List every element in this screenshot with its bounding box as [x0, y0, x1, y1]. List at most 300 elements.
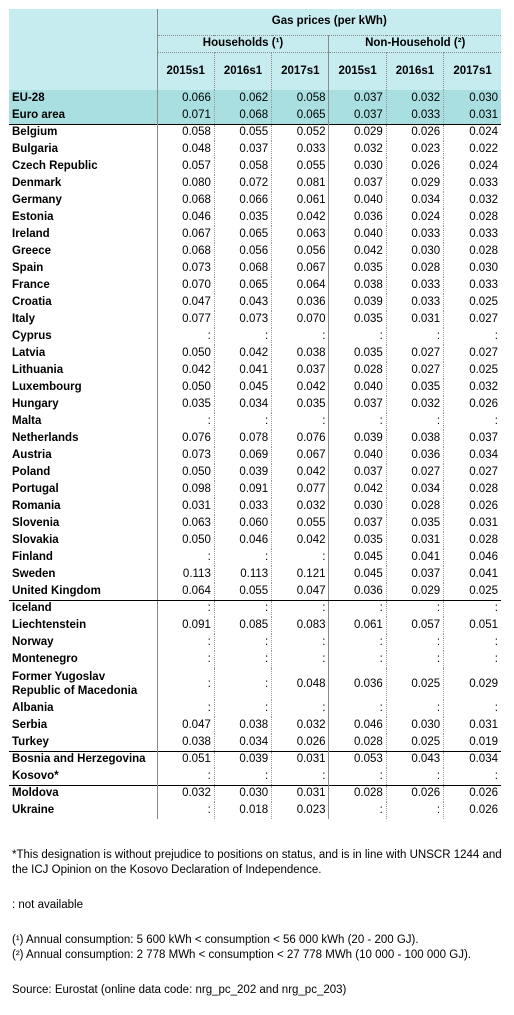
country-name: Czech Republic	[12, 160, 98, 172]
price-cell: 0.070	[157, 277, 214, 294]
country-name: Euro area	[12, 108, 66, 121]
country-name: France	[12, 279, 50, 291]
price-cell: 0.098	[157, 481, 214, 498]
price-cell: 0.033	[386, 294, 443, 311]
price-cell: 0.034	[444, 447, 501, 464]
price-cell: 0.025	[444, 294, 501, 311]
price-cell: 0.029	[386, 175, 443, 192]
price-cell: 0.031	[444, 717, 501, 734]
price-cell: 0.028	[329, 785, 386, 802]
country-name: United Kingdom	[9, 583, 157, 600]
price-cell: 0.068	[157, 192, 214, 209]
price-cell: 0.067	[157, 226, 214, 243]
country-name: Liechtenstein	[12, 619, 87, 631]
header-corner	[9, 52, 157, 90]
price-cell: :	[214, 668, 271, 700]
price-cell: :	[386, 634, 443, 651]
price-cell: 0.080	[157, 175, 214, 192]
price-cell: 0.035	[214, 209, 271, 226]
country-name: Cyprus	[12, 330, 52, 342]
header-corner	[9, 9, 157, 35]
price-cell: 0.026	[444, 498, 501, 515]
price-cell: 0.040	[329, 379, 386, 396]
table-row	[9, 583, 501, 600]
country-name: Croatia	[12, 296, 52, 308]
country-name: Belgium	[9, 124, 157, 141]
table-row	[9, 141, 501, 158]
price-cell: 0.028	[329, 734, 386, 751]
price-cell: 0.036	[386, 447, 443, 464]
price-cell: 0.028	[444, 243, 501, 260]
price-cell: :	[157, 549, 214, 566]
gas-prices-table	[9, 9, 501, 819]
price-cell: 0.113	[214, 566, 271, 583]
price-cell: 0.032	[272, 717, 329, 734]
price-cell: 0.018	[214, 802, 271, 819]
price-cell: :	[272, 768, 329, 785]
country-name: Slovakia	[12, 534, 59, 546]
table-header	[9, 9, 501, 90]
table-row	[9, 700, 501, 717]
price-cell: 0.041	[386, 549, 443, 566]
gas-prices-table-container	[9, 9, 501, 819]
price-cell: 0.042	[329, 481, 386, 498]
price-cell: :	[386, 651, 443, 668]
price-cell: 0.081	[272, 175, 329, 192]
price-cell: :	[157, 768, 214, 785]
price-cell: :	[272, 651, 329, 668]
price-cell: :	[329, 768, 386, 785]
country-name: Kosovo*	[12, 769, 59, 782]
country-name: Estonia	[12, 211, 54, 223]
price-cell: 0.035	[329, 532, 386, 549]
price-cell: 0.030	[386, 717, 443, 734]
table-row	[9, 430, 501, 447]
price-cell: :	[214, 600, 271, 617]
price-cell: 0.031	[157, 498, 214, 515]
price-cell: 0.027	[444, 345, 501, 362]
price-cell: 0.030	[444, 260, 501, 277]
price-cell: 0.070	[272, 311, 329, 328]
country-name: Ukraine	[12, 804, 55, 816]
country-name: Italy	[12, 313, 36, 325]
price-cell: :	[329, 802, 386, 819]
price-cell: 0.061	[329, 617, 386, 634]
price-cell: 0.121	[272, 566, 329, 583]
price-cell: 0.036	[329, 668, 386, 700]
country-name: Montenegro	[12, 653, 78, 665]
price-cell: 0.029	[329, 124, 386, 141]
price-cell: 0.113	[157, 566, 214, 583]
country-name: Albania	[12, 702, 54, 714]
price-cell: 0.033	[444, 277, 501, 294]
price-cell: 0.047	[157, 294, 214, 311]
price-cell: :	[272, 600, 329, 617]
table-row	[9, 209, 501, 226]
price-cell: :	[329, 600, 386, 617]
price-cell: 0.027	[444, 464, 501, 481]
price-cell: :	[444, 768, 501, 785]
price-cell: 0.043	[214, 294, 271, 311]
price-cell: 0.061	[272, 192, 329, 209]
country-name: Spain	[12, 262, 44, 274]
price-cell: 0.026	[444, 802, 501, 819]
table-row	[9, 277, 501, 294]
table-row	[9, 634, 501, 651]
footnote-households: (¹) Annual consumption: 5 600 kWh < consumption < 56 000 kWh (20 - 200 GJ).	[12, 934, 419, 946]
table-row	[9, 158, 501, 175]
price-cell: 0.035	[329, 311, 386, 328]
price-cell: 0.076	[272, 430, 329, 447]
non-household-group-header: Non-Household (²)	[329, 35, 501, 52]
price-cell: 0.065	[272, 107, 329, 124]
price-cell: 0.026	[444, 396, 501, 413]
table-row	[9, 90, 501, 107]
price-cell: 0.055	[272, 158, 329, 175]
price-cell: 0.040	[329, 447, 386, 464]
price-cell: 0.032	[386, 90, 443, 107]
price-cell: 0.037	[329, 396, 386, 413]
footnote-non-household: (²) Annual consumption: 2 778 MWh < consumption < 27 778 MWh (10 000 - 100 000 GJ).	[12, 949, 471, 961]
price-cell: :	[157, 328, 214, 345]
price-cell: 0.027	[386, 464, 443, 481]
table-row	[9, 549, 501, 566]
table-row	[9, 379, 501, 396]
price-cell: 0.048	[272, 668, 329, 700]
price-cell: 0.052	[272, 124, 329, 141]
price-cell: 0.029	[444, 668, 501, 700]
price-cell: 0.067	[272, 260, 329, 277]
price-cell: 0.025	[386, 734, 443, 751]
price-cell: 0.039	[214, 464, 271, 481]
table-row	[9, 328, 501, 345]
table-body	[9, 90, 501, 819]
country-name: Bulgaria	[12, 143, 59, 155]
price-cell: 0.073	[214, 311, 271, 328]
price-cell: 0.046	[157, 209, 214, 226]
table-row	[9, 668, 501, 700]
price-cell: :	[214, 328, 271, 345]
country-name: Lithuania	[12, 364, 64, 376]
price-cell: 0.050	[157, 345, 214, 362]
price-cell: 0.024	[386, 209, 443, 226]
price-cell: 0.055	[214, 583, 271, 600]
price-cell: 0.034	[386, 192, 443, 209]
country-name: Turkey	[12, 735, 49, 748]
price-cell: 0.032	[272, 498, 329, 515]
country-name: Greece	[12, 245, 52, 257]
notes-section	[12, 848, 502, 998]
price-cell: :	[329, 651, 386, 668]
price-cell: :	[386, 413, 443, 430]
price-cell: 0.067	[272, 447, 329, 464]
price-cell: 0.034	[444, 751, 501, 768]
price-cell: 0.042	[272, 464, 329, 481]
price-cell: 0.056	[272, 243, 329, 260]
price-cell: 0.038	[386, 430, 443, 447]
price-cell: 0.038	[329, 277, 386, 294]
price-cell: 0.036	[329, 209, 386, 226]
price-cell: 0.068	[157, 243, 214, 260]
price-cell: 0.045	[214, 379, 271, 396]
price-cell: :	[157, 668, 214, 700]
price-cell: 0.051	[157, 751, 214, 768]
price-cell: 0.058	[214, 158, 271, 175]
table-row	[9, 175, 501, 192]
year-header: 2015s1	[329, 52, 386, 90]
table-row	[9, 226, 501, 243]
price-cell: 0.065	[214, 226, 271, 243]
table-row	[9, 651, 501, 668]
price-cell: :	[272, 700, 329, 717]
table-row	[9, 107, 501, 124]
price-cell: 0.035	[329, 260, 386, 277]
price-cell: 0.058	[272, 90, 329, 107]
price-cell: 0.031	[272, 751, 329, 768]
price-cell: 0.066	[157, 90, 214, 107]
kosovo-note: *This designation is without prejudice to positions on status, and is in line with UNSCR 1244 and the ICJ Opinion on the Kosovo Declaration of Independence.	[12, 849, 502, 876]
price-cell: 0.055	[214, 124, 271, 141]
price-cell: 0.050	[157, 532, 214, 549]
price-cell: 0.032	[157, 785, 214, 802]
table-row	[9, 447, 501, 464]
price-cell: 0.072	[214, 175, 271, 192]
price-cell: 0.033	[386, 226, 443, 243]
price-cell: :	[444, 634, 501, 651]
price-cell: 0.064	[157, 583, 214, 600]
price-cell: 0.040	[329, 192, 386, 209]
price-cell: :	[386, 768, 443, 785]
price-cell: 0.025	[444, 362, 501, 379]
price-cell: 0.036	[329, 583, 386, 600]
table-row	[9, 294, 501, 311]
price-cell: 0.034	[386, 481, 443, 498]
price-cell: :	[157, 413, 214, 430]
price-cell: 0.036	[272, 294, 329, 311]
price-cell: 0.028	[444, 532, 501, 549]
price-cell: 0.025	[386, 668, 443, 700]
price-cell: 0.031	[272, 785, 329, 802]
price-cell: 0.037	[214, 141, 271, 158]
price-cell: :	[157, 802, 214, 819]
price-cell: 0.041	[214, 362, 271, 379]
country-name: Netherlands	[12, 432, 79, 444]
price-cell: 0.028	[444, 209, 501, 226]
country-name: Poland	[12, 466, 51, 478]
country-name: Denmark	[12, 177, 62, 189]
price-cell: 0.032	[386, 396, 443, 413]
table-row	[9, 192, 501, 209]
price-cell: 0.050	[157, 379, 214, 396]
price-cell: :	[386, 600, 443, 617]
country-name: Bosnia and Herzegovina	[9, 751, 157, 768]
price-cell: 0.030	[329, 158, 386, 175]
price-cell: 0.055	[272, 515, 329, 532]
price-cell: 0.046	[214, 532, 271, 549]
table-row	[9, 617, 501, 634]
price-cell: 0.031	[444, 107, 501, 124]
table-row	[9, 260, 501, 277]
price-cell: 0.031	[444, 515, 501, 532]
price-cell: 0.057	[386, 617, 443, 634]
price-cell: 0.077	[272, 481, 329, 498]
price-cell: 0.058	[157, 124, 214, 141]
country-name: Sweden	[12, 568, 56, 580]
price-cell: 0.026	[386, 785, 443, 802]
price-cell: 0.028	[386, 498, 443, 515]
country-name: Portugal	[12, 483, 59, 495]
price-cell: 0.030	[214, 785, 271, 802]
price-cell: 0.035	[157, 396, 214, 413]
price-cell: 0.030	[386, 243, 443, 260]
price-cell: :	[272, 634, 329, 651]
table-row	[9, 243, 501, 260]
table-row	[9, 785, 501, 802]
price-cell: 0.057	[157, 158, 214, 175]
price-cell: :	[386, 328, 443, 345]
price-cell: 0.033	[214, 498, 271, 515]
country-name: Luxembourg	[12, 381, 82, 393]
price-cell: :	[157, 600, 214, 617]
price-cell: 0.085	[214, 617, 271, 634]
price-cell: 0.037	[329, 175, 386, 192]
price-cell: :	[329, 328, 386, 345]
price-cell: 0.047	[272, 583, 329, 600]
price-cell: 0.039	[329, 294, 386, 311]
price-cell: :	[329, 700, 386, 717]
country-name: Germany	[12, 194, 62, 206]
price-cell: :	[214, 549, 271, 566]
country-name: Romania	[12, 500, 61, 512]
price-cell: 0.039	[214, 751, 271, 768]
price-cell: 0.026	[386, 158, 443, 175]
price-cell: 0.050	[157, 464, 214, 481]
country-name: Malta	[12, 415, 42, 427]
table-row	[9, 124, 501, 141]
price-cell: 0.035	[386, 515, 443, 532]
price-cell: :	[272, 549, 329, 566]
price-cell: 0.031	[386, 532, 443, 549]
price-cell: 0.032	[444, 192, 501, 209]
price-cell: 0.048	[157, 141, 214, 158]
price-cell: 0.047	[157, 717, 214, 734]
price-cell: 0.034	[214, 396, 271, 413]
price-cell: 0.077	[157, 311, 214, 328]
table-row	[9, 396, 501, 413]
price-cell: 0.033	[386, 107, 443, 124]
year-header: 2015s1	[157, 52, 214, 90]
price-cell: 0.033	[444, 175, 501, 192]
price-cell: :	[157, 651, 214, 668]
country-name: Norway	[12, 636, 54, 648]
price-cell: 0.042	[214, 345, 271, 362]
table-row	[9, 717, 501, 734]
price-cell: 0.034	[214, 734, 271, 751]
price-cell: 0.037	[329, 464, 386, 481]
price-cell: 0.042	[329, 243, 386, 260]
price-cell: 0.038	[157, 734, 214, 751]
price-cell: 0.045	[329, 549, 386, 566]
price-cell: 0.024	[444, 124, 501, 141]
price-cell: 0.064	[272, 277, 329, 294]
price-cell: 0.037	[444, 430, 501, 447]
households-group-header: Households (¹)	[157, 35, 329, 52]
table-row	[9, 311, 501, 328]
table-row	[9, 802, 501, 819]
table-row	[9, 345, 501, 362]
price-cell: :	[214, 700, 271, 717]
price-cell: 0.042	[272, 532, 329, 549]
price-cell: 0.030	[444, 90, 501, 107]
price-cell: 0.026	[272, 734, 329, 751]
table-row	[9, 600, 501, 617]
price-cell: 0.029	[386, 583, 443, 600]
price-cell: :	[386, 802, 443, 819]
price-cell: 0.023	[272, 802, 329, 819]
country-name: Serbia	[12, 719, 48, 731]
country-name: Hungary	[12, 398, 59, 410]
table-row	[9, 498, 501, 515]
price-cell: 0.031	[386, 311, 443, 328]
year-header: 2016s1	[214, 52, 271, 90]
price-cell: 0.063	[272, 226, 329, 243]
price-cell: 0.042	[157, 362, 214, 379]
price-cell: 0.026	[386, 124, 443, 141]
price-cell: 0.022	[444, 141, 501, 158]
price-cell: 0.065	[214, 277, 271, 294]
price-cell: 0.073	[157, 447, 214, 464]
price-cell: 0.019	[444, 734, 501, 751]
price-cell: 0.033	[386, 277, 443, 294]
not-available-note: : not available	[12, 899, 83, 911]
price-cell: 0.066	[214, 192, 271, 209]
table-row	[9, 515, 501, 532]
price-cell: :	[386, 700, 443, 717]
price-cell: 0.078	[214, 430, 271, 447]
price-cell: :	[444, 651, 501, 668]
price-cell: 0.037	[329, 515, 386, 532]
price-cell: 0.033	[272, 141, 329, 158]
price-cell: 0.033	[444, 226, 501, 243]
price-cell: 0.069	[214, 447, 271, 464]
country-name: Iceland	[12, 602, 52, 615]
country-name: Moldova	[9, 785, 157, 802]
year-header: 2017s1	[444, 52, 501, 90]
price-cell: 0.026	[444, 785, 501, 802]
price-cell: 0.083	[272, 617, 329, 634]
country-name: Austria	[12, 449, 52, 461]
price-cell: 0.062	[214, 90, 271, 107]
price-cell: 0.035	[272, 396, 329, 413]
price-cell: 0.071	[157, 107, 214, 124]
price-cell: 0.028	[329, 362, 386, 379]
price-cell: :	[272, 413, 329, 430]
table-row	[9, 413, 501, 430]
price-cell: 0.025	[444, 583, 501, 600]
price-cell: 0.073	[157, 260, 214, 277]
price-cell: 0.028	[386, 260, 443, 277]
price-cell: 0.053	[329, 751, 386, 768]
price-cell: 0.051	[444, 617, 501, 634]
country-name: Ireland	[12, 228, 50, 240]
source-note: Source: Eurostat (online data code: nrg_pc_202 and nrg_pc_203)	[12, 984, 347, 996]
table-row	[9, 734, 501, 751]
price-cell: 0.037	[329, 90, 386, 107]
price-cell: :	[214, 768, 271, 785]
price-cell: 0.028	[444, 481, 501, 498]
price-cell: 0.046	[329, 717, 386, 734]
price-cell: 0.060	[214, 515, 271, 532]
